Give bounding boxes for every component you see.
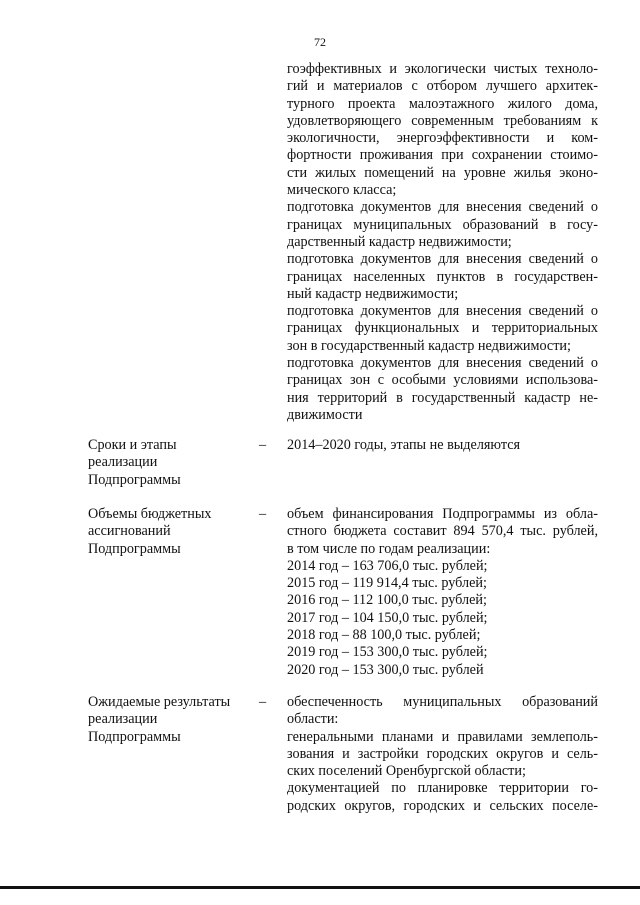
label-line: Подпрограммы xyxy=(88,728,181,745)
budget-year-line: 2017 год – 104 150,0 тыс. рублей; xyxy=(287,609,488,626)
text-line: ный кадастр недвижимости; xyxy=(287,285,459,302)
label-line: Объемы бюджетных xyxy=(88,506,212,522)
text-line: подготовка документов для внесения сведений о xyxy=(287,355,598,372)
label-line: реализации xyxy=(88,711,158,728)
terms-dash: – xyxy=(259,437,267,453)
label-line: ассигнований xyxy=(88,523,171,540)
budget-year-line: 2014 год – 163 706,0 тыс. рублей; xyxy=(287,557,488,574)
text-line: документацией по планировке территории го- xyxy=(287,780,598,797)
continued-text-block xyxy=(287,61,598,424)
label-line: реализации xyxy=(88,454,158,471)
budget-dash: – xyxy=(259,506,267,522)
budget-year-line: 2020 год – 153 300,0 тыс. рублей xyxy=(287,661,484,678)
text-line: гий и материалов с отбором лучшего архитек- xyxy=(287,78,598,95)
text-line: мического класса; xyxy=(287,182,397,199)
budget-label xyxy=(88,506,258,558)
text-line: подготовка документов для внесения сведений о xyxy=(287,251,598,268)
text-line: сти жилых помещений на уровне жилья эконо- xyxy=(287,164,598,181)
text-line: дарственный кадастр недвижимости; xyxy=(287,233,512,250)
label-line: Подпрограммы xyxy=(88,471,181,488)
budget-year-line: 2019 год – 153 300,0 тыс. рублей; xyxy=(287,644,488,661)
page-bottom-rule xyxy=(0,886,640,889)
text-line: генеральными планами и правилами землеполь- xyxy=(287,728,598,745)
text-line: зон в государственный кадастр недвижимости; xyxy=(287,337,571,354)
text-line: подготовка документов для внесения сведений о xyxy=(287,199,598,216)
results-dash: – xyxy=(259,694,267,710)
text-line: гоэффективных и экологически чистых техноло- xyxy=(287,61,598,77)
text-line: объем финансирования Подпрограммы из обла- xyxy=(287,506,598,522)
text-line: экологичности, энергоэффективности и ком- xyxy=(287,130,598,147)
text-line: зования и застройки городских округов и сель- xyxy=(287,745,598,762)
label-line: Ожидаемые результаты xyxy=(88,694,231,710)
page-number: 72 xyxy=(314,35,326,49)
label-line: Сроки и этапы xyxy=(88,437,177,453)
budget-year-line: 2016 год – 112 100,0 тыс. рублей; xyxy=(287,592,487,609)
text-line: удовлетворяющего современным требованиям к xyxy=(287,112,598,129)
text-line: фортности проживания при сохранении стоимо- xyxy=(287,147,598,164)
text-line: границах муниципальных образований в госу- xyxy=(287,216,598,233)
text-line: обеспеченность муниципальных образований xyxy=(287,694,598,710)
text-line: границах зон с особыми условиями использова- xyxy=(287,372,598,389)
text-line: турного проекта малоэтажного жилого дома, xyxy=(287,95,598,112)
text-line: в том числе по годам реализации: xyxy=(287,540,491,557)
text-line: границах населенных пунктов в государствен- xyxy=(287,268,598,285)
budget-value xyxy=(287,506,598,679)
text-line: родских округов, городских и сельских поселе- xyxy=(287,797,598,814)
text-line: области: xyxy=(287,711,339,728)
text-line: стного бюджета составит 894 570,4 тыс. рублей, xyxy=(287,523,598,540)
text-line: границах функциональных и территориальных xyxy=(287,320,598,337)
text-line: подготовка документов для внесения сведений о xyxy=(287,303,598,320)
budget-year-line: 2015 год – 119 914,4 тыс. рублей; xyxy=(287,575,487,592)
terms-label xyxy=(88,437,258,489)
text-line: ния территорий в государственный кадастр не- xyxy=(287,389,598,406)
text-line: движимости xyxy=(287,406,363,423)
results-value xyxy=(287,694,598,815)
terms-value: 2014–2020 годы, этапы не выделяются xyxy=(287,437,521,453)
results-label xyxy=(88,694,258,746)
label-line: Подпрограммы xyxy=(88,540,181,557)
budget-year-line: 2018 год – 88 100,0 тыс. рублей; xyxy=(287,627,481,644)
text-line: ских поселений Оренбургской области; xyxy=(287,763,526,780)
